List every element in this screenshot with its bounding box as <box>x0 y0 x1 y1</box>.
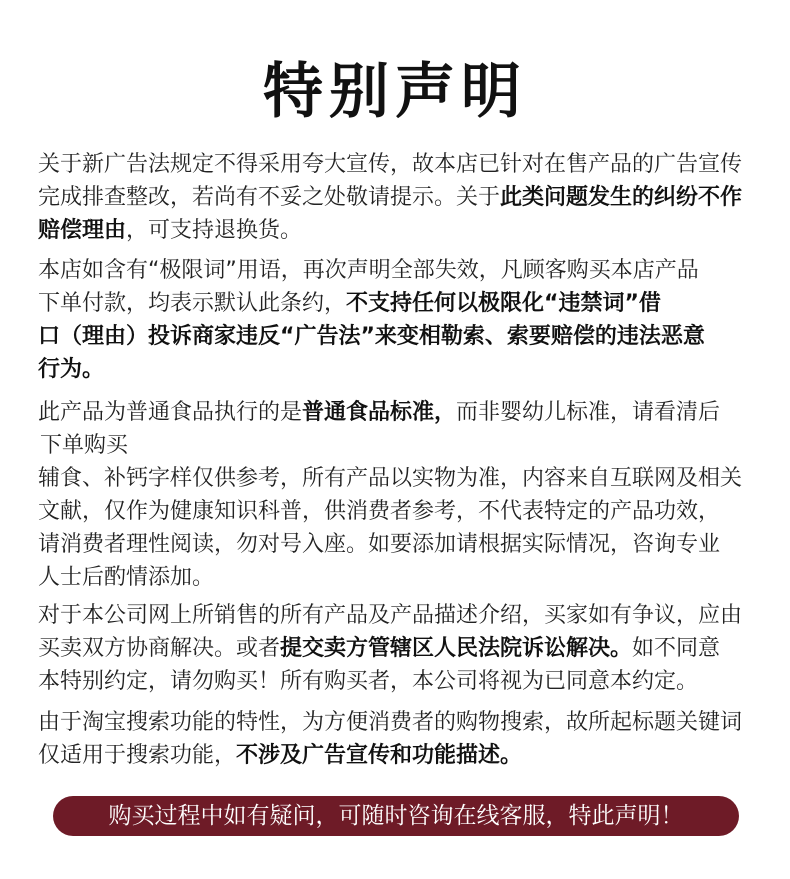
paragraph-search-keywords <box>38 706 758 772</box>
text-line <box>38 396 758 429</box>
bold-text: 提交卖方管辖区人民法院诉讼解决。 <box>280 636 633 661</box>
text-span: ，可支持退换货。 <box>126 218 303 243</box>
text-line <box>38 739 758 772</box>
paragraph-disputes <box>38 599 758 698</box>
page-title: 特别声明 <box>263 57 527 127</box>
text-span: 此产品为普通食品执行的是 <box>38 400 303 425</box>
bold-text: 赔偿理由 <box>38 218 127 243</box>
text-line <box>38 181 758 214</box>
text-line: 人士后酌情添加。 <box>38 565 215 590</box>
text-line: 关于新广告法规定不得采用夸大宣传，故本店已针对在售产品的广告宣传 <box>38 152 743 177</box>
text-span: 如不同意 <box>632 636 721 661</box>
text-line: 请消费者理性阅读，勿对号入座。如要添加请根据实际情况，咨询专业 <box>38 532 721 557</box>
paragraph-extreme-words <box>38 254 758 386</box>
contact-service-banner: 购买过程中如有疑问，可随时咨询在线客服，特此声明！ <box>53 796 739 836</box>
text-line: 本特别约定，请勿购买！所有购买者，本公司将视为已同意本约定。 <box>38 669 699 694</box>
paragraph-food-standard <box>38 396 758 594</box>
bold-text: 不支持任何以极限化“违禁词”借 <box>346 291 661 316</box>
text-line: 文献，仅作为健康知识科普，供消费者参考，不代表特定的产品功效， <box>38 499 721 524</box>
paragraph-ad-law <box>38 148 758 247</box>
text-line: 下单购买 <box>40 433 129 458</box>
text-line: 本店如含有“极限词”用语，再次声明全部失效，凡顾客购买本店产品 <box>38 258 699 283</box>
text-span: 而非婴幼儿标准，请看清后 <box>456 400 721 425</box>
bold-text: 此类问题发生的纠纷不作 <box>500 185 743 210</box>
bold-text: 普通食品标准， <box>302 400 457 425</box>
bold-text: 不涉及广告宣传和功能描述。 <box>236 743 523 768</box>
text-span: 买卖双方协商解决。或者 <box>38 636 281 661</box>
text-line <box>38 353 758 386</box>
text-span: 仅适用于搜索功能， <box>38 743 237 768</box>
bold-text: 口（理由）投诉商家违反“广告法”来变相勒索、索要赔偿的违法恶意 <box>38 324 705 349</box>
text-line <box>38 287 758 320</box>
text-line <box>38 320 758 353</box>
text-line: 由于淘宝搜索功能的特性，为方便消费者的购物搜索，故所起标题关键词 <box>38 710 743 735</box>
text-line <box>38 632 758 665</box>
text-span: 完成排查整改，若尚有不妥之处敬请提示。关于 <box>38 185 501 210</box>
text-span: 下单付款，均表示默认此条约， <box>38 291 347 316</box>
text-line <box>38 214 758 247</box>
bold-text: 行为。 <box>38 357 105 382</box>
text-line: 对于本公司网上所销售的所有产品及产品描述介绍，买家如有争议，应由 <box>38 603 743 628</box>
text-line: 辅食、补钙字样仅供参考，所有产品以实物为准，内容来自互联网及相关 <box>38 466 743 491</box>
